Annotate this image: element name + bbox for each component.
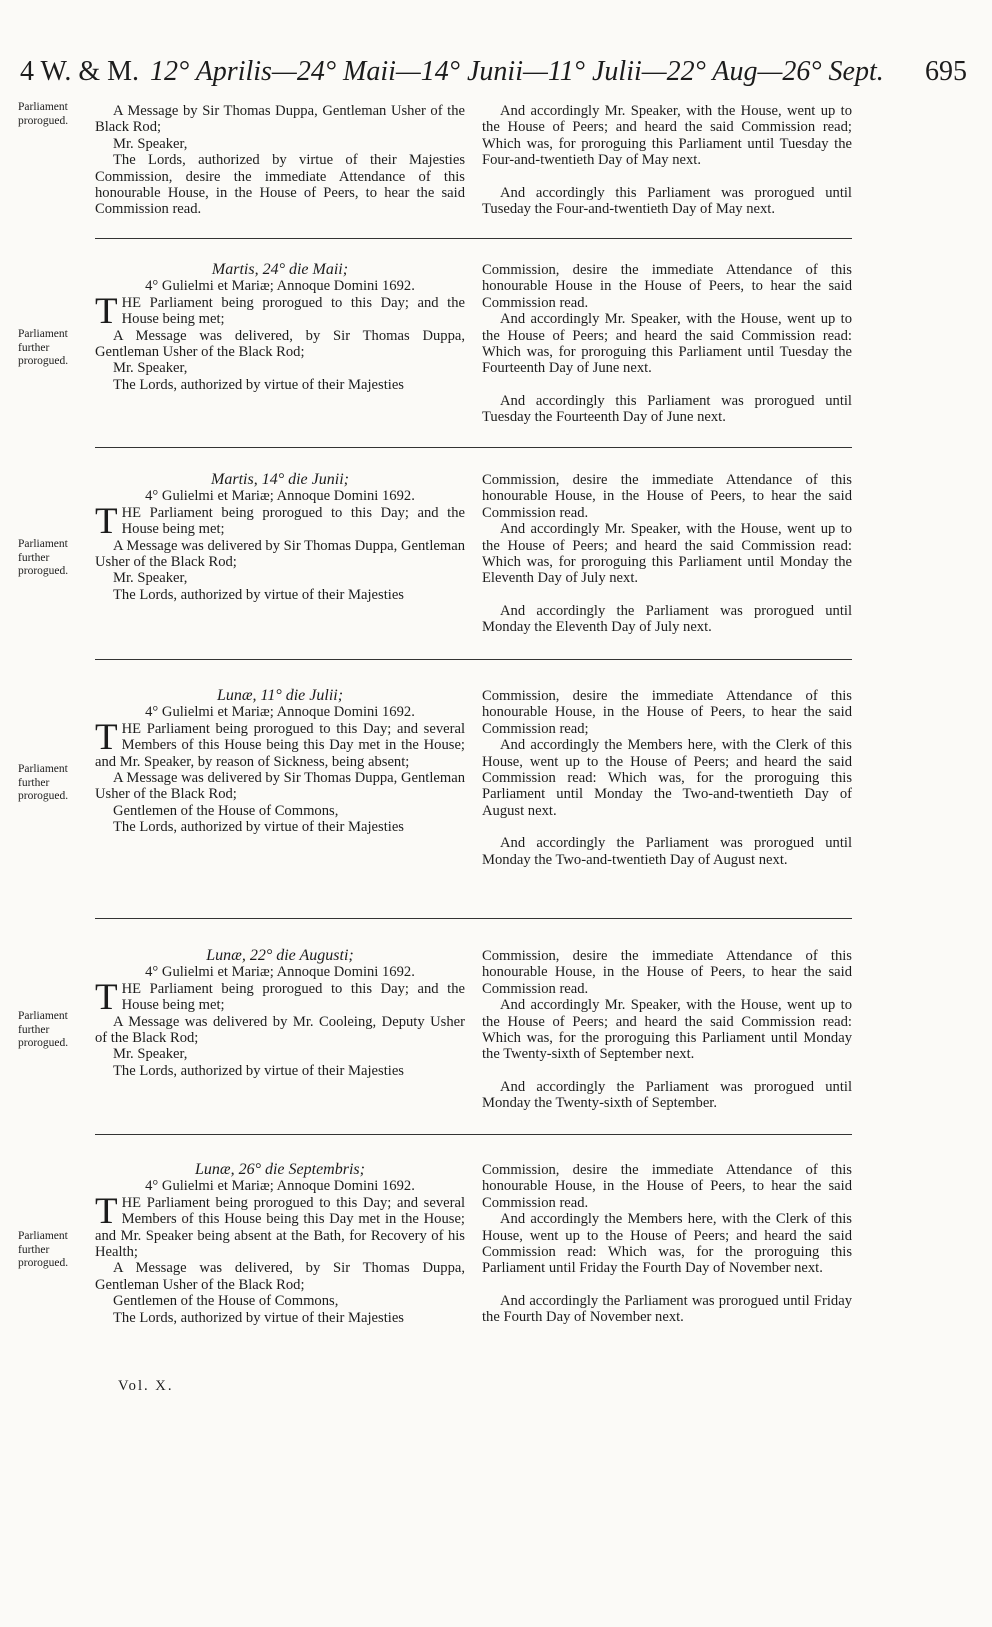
regnal-year-line: 4° Gulielmi et Mariæ; Annoque Domini 1692. — [145, 964, 415, 981]
paragraph: And accordingly Mr. Speaker, with the House, went up to the House of Peers; and heard the said Commission read: Which was, for the proroguing this Parliament until Monday the Twenty-sixth of September next. — [482, 997, 852, 1063]
paragraph: A Message was delivered by Sir Thomas Duppa, Gentleman Usher of the Black Rod; — [95, 537, 465, 571]
paragraph: Mr. Speaker, — [113, 360, 188, 377]
paragraph: The Lords, authorized by virtue of their Majesties — [113, 1309, 404, 1326]
margin-note: Parliament further prorogued. — [18, 1230, 69, 1269]
paragraph: Commission, desire the immediate Attendance of this honourable House in the House of Peers, to hear the said Commission read. — [482, 262, 852, 311]
paragraph: A Message was delivered, by Sir Thomas Duppa, Gentleman Usher of the Black Rod; — [95, 1260, 465, 1293]
paragraph: A Message by Sir Thomas Duppa, Gentleman Usher of the Black Rod; — [95, 103, 465, 136]
session-date-heading: Lunæ, 22° die Augusti; — [206, 947, 354, 964]
paragraph: And accordingly Mr. Speaker, with the House, went up to the House of Peers; and heard the said Commission read; Which was, for proroguing this Parliament until Tuesday the Four-and-twentieth Day of May next. — [482, 103, 852, 169]
regnal-year-line: 4° Gulielmi et Mariæ; Annoque Domini 1692. — [145, 1178, 415, 1195]
paragraph: Mr. Speaker, — [113, 570, 188, 587]
paragraph: Commission, desire the immediate Attendance of this honourable House, in the House of Peers, to hear the said Commission read. — [482, 472, 852, 521]
paragraph: The Lords, authorized by virtue of their Majesties — [113, 819, 404, 836]
paragraph: The Lords, authorized by virtue of their Majesties Commission, desire the immediate Attendance of this honourable House, in the House of Peers, to hear the said Commission read. — [95, 152, 465, 218]
section-divider — [95, 1134, 852, 1135]
paragraph: THE Parliament being prorogued to this Day; and the House being met; — [95, 290, 465, 332]
paragraph: And accordingly the Parliament was prorogued until Friday the Fourth Day of November next. — [482, 1292, 852, 1326]
section-5-right-column — [482, 948, 852, 1112]
volume-signature: Vol. X. — [118, 1378, 174, 1394]
drop-cap: T — [95, 500, 118, 542]
regnal-year-line: 4° Gulielmi et Mariæ; Annoque Domini 1692. — [145, 278, 415, 295]
paragraph: And accordingly this Parliament was prorogued until Tuseday the Four-and-twentieth Day of May next. — [482, 184, 852, 218]
section-1-left-column — [95, 103, 465, 218]
section-4-left-column — [95, 688, 465, 836]
drop-cap: T — [95, 976, 118, 1018]
paragraph: And accordingly the Parliament was prorogued until Monday the Eleventh Day of July next. — [482, 602, 852, 636]
regnal-year-line: 4° Gulielmi et Mariæ; Annoque Domini 1692. — [145, 704, 415, 721]
paragraph: And accordingly the Members here, with the Clerk of this House, went up to the House of Peers; and heard the said Commission read: Which was, for the proroguing this Parliament until Monday the Two-and-twentieth Day of August next. — [482, 737, 852, 819]
paragraph: THE Parliament being prorogued to this Day; and several Members of this House being this Day met in the House; and Mr. Speaker, by reason of Sickness, being absent; — [95, 716, 465, 770]
running-header — [20, 56, 967, 96]
drop-cap: T — [95, 290, 118, 332]
page-number: 695 — [925, 56, 967, 87]
section-divider — [95, 238, 852, 239]
section-3-right-column — [482, 472, 852, 636]
section-divider — [95, 659, 852, 660]
paragraph: And accordingly the Parliament was prorogued until Monday the Twenty-sixth of September. — [482, 1078, 852, 1112]
section-divider — [95, 447, 852, 448]
paragraph: Commission, desire the immediate Attendance of this honourable House, in the House of Peers, to hear the said Commission read. — [482, 948, 852, 997]
paragraph: THE Parliament being prorogued to this Day; and the House being met; — [95, 976, 465, 1018]
paragraph: Gentlemen of the House of Commons, — [113, 1293, 339, 1310]
paragraph: The Lords, authorized by virtue of their Majesties — [113, 1062, 404, 1079]
section-5-left-column — [95, 948, 465, 1079]
section-3-left-column — [95, 472, 465, 603]
section-6-left-column — [95, 1162, 465, 1326]
section-6-right-column — [482, 1162, 852, 1326]
paragraph: A Message was delivered by Mr. Cooleing, Deputy Usher of the Black Rod; — [95, 1013, 465, 1047]
paragraph: Commission, desire the immediate Attendance of this honourable House, in the House of Peers, to hear the said Commission read. — [482, 1162, 852, 1211]
margin-note: Parliament further prorogued. — [18, 538, 69, 577]
drop-cap: T — [95, 1190, 118, 1232]
section-2-left-column — [95, 262, 465, 393]
paragraph: And accordingly Mr. Speaker, with the House, went up to the House of Peers; and heard the said Commission read: Which was, for proroguing this Parliament until Tuesday the Fourteenth Day of June next. — [482, 311, 852, 377]
section-4-right-column — [482, 688, 852, 868]
paragraph: And accordingly the Parliament was prorogued until Monday the Two-and-twentieth Day of August next. — [482, 835, 852, 868]
margin-note: Parliament prorogued. — [18, 101, 69, 127]
section-1-right-column — [482, 103, 852, 217]
paragraph: And accordingly Mr. Speaker, with the House, went up to the House of Peers; and heard the said Commission read: Which was, for proroguing this Parliament until Monday the Eleventh Day of July next. — [482, 521, 852, 587]
header-regnal-year: 4 W. & M. — [20, 56, 140, 87]
margin-note: Parliament further prorogued. — [18, 1010, 69, 1049]
paragraph: The Lords, authorized by virtue of their Majesties — [113, 586, 404, 603]
section-2-right-column — [482, 262, 852, 426]
section-divider — [95, 918, 852, 919]
session-date-heading: Martis, 24° die Maii; — [211, 261, 349, 278]
paragraph: THE Parliament being prorogued to this Day; and the House being met; — [95, 500, 465, 542]
session-date-heading: Martis, 14° die Junii; — [211, 471, 349, 488]
paragraph: And accordingly this Parliament was prorogued until Tuesday the Fourteenth Day of June next. — [482, 392, 852, 426]
paragraph: A Message was delivered by Sir Thomas Duppa, Gentleman Usher of the Black Rod; — [95, 770, 465, 803]
header-dates: 12° Aprilis—24° Maii—14° Junii—11° Julii—22° Aug—26° Sept. — [150, 56, 884, 87]
margin-note: Parliament further prorogued. — [18, 763, 69, 802]
paragraph: Mr. Speaker, — [113, 1046, 188, 1063]
paragraph: The Lords, authorized by virtue of their Majesties — [113, 376, 404, 393]
margin-note: Parliament further prorogued. — [18, 328, 69, 367]
paragraph: Gentlemen of the House of Commons, — [113, 802, 339, 819]
paragraph: And accordingly the Members here, with the Clerk of this House, went up to the House of Peers; and heard the said Commission read: Which was, for the proroguing this Parliament until Friday the Fourth Day of November next. — [482, 1211, 852, 1277]
paragraph: THE Parliament being prorogued to this Day; and several Members of this House being this Day met in the House; and Mr. Speaker being absent at the Bath, for Recovery of his Health; — [95, 1190, 465, 1261]
regnal-year-line: 4° Gulielmi et Mariæ; Annoque Domini 1692. — [145, 488, 415, 505]
paragraph: Mr. Speaker, — [113, 135, 188, 152]
paragraph: Commission, desire the immediate Attendance of this honourable House, in the House of Peers, to hear the said Commission read; — [482, 688, 852, 737]
paragraph: A Message was delivered, by Sir Thomas Duppa, Gentleman Usher of the Black Rod; — [95, 327, 465, 361]
session-date-heading: Lunæ, 11° die Julii; — [216, 687, 344, 704]
session-date-heading: Lunæ, 26° die Septembris; — [195, 1161, 365, 1178]
drop-cap: T — [95, 716, 118, 758]
